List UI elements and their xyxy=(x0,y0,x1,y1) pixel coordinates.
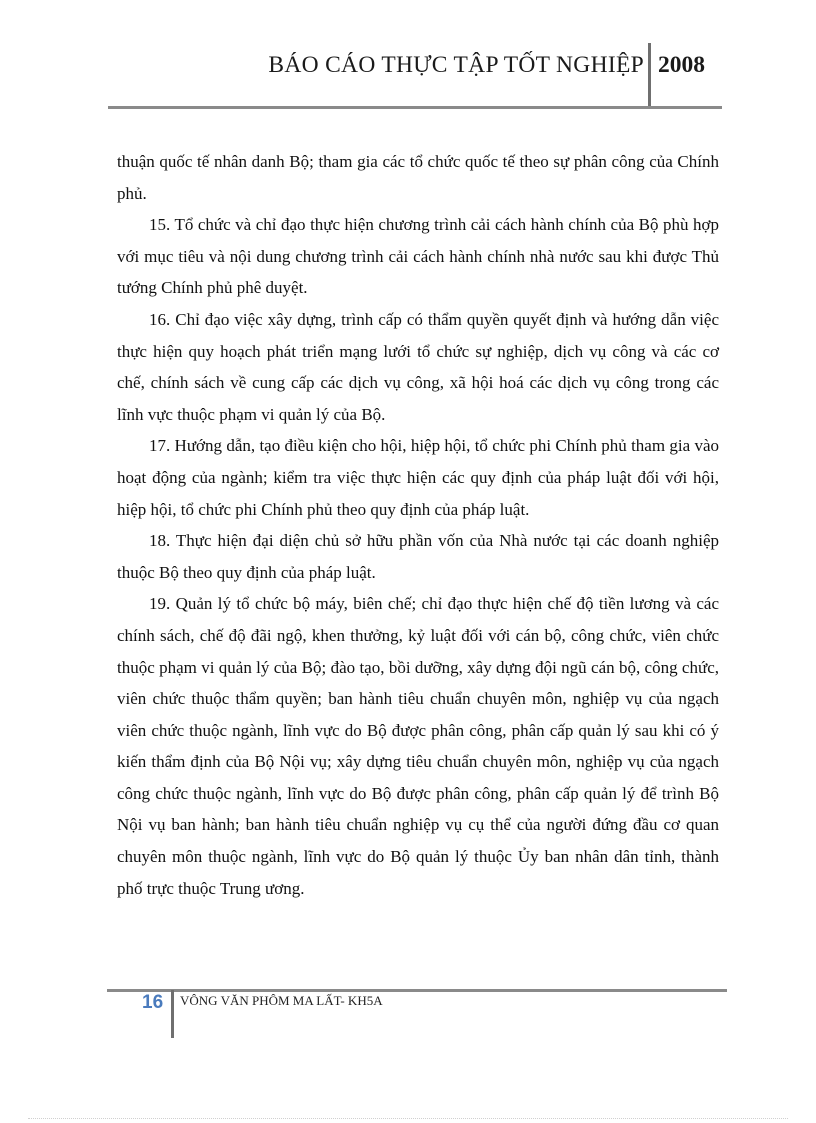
paragraph-item-18: 18. Thực hiện đại diện chủ sở hữu phần vốn của Nhà nước tại các doanh nghiệp thuộc Bộ theo quy định của pháp luật. xyxy=(117,531,719,582)
footer-divider-vertical xyxy=(171,990,174,1038)
paragraph-item-15: 15. Tổ chức và chỉ đạo thực hiện chương trình cải cách hành chính của Bộ phù hợp với mục tiêu và nội dung chương trình cải cách hành chính nhà nước sau khi được Thủ tướng Chính phủ phê duyệt. xyxy=(117,215,719,298)
page-number: 16 xyxy=(142,992,164,1013)
paragraph-continuation: thuận quốc tế nhân danh Bộ; tham gia các tổ chức quốc tế theo sự phân công của Chính phủ. xyxy=(117,152,719,203)
header-divider-vertical xyxy=(648,43,651,109)
page-bottom-border xyxy=(28,1118,788,1119)
paragraph-item-17: 17. Hướng dẫn, tạo điều kiện cho hội, hiệp hội, tổ chức phi Chính phủ tham gia vào hoạt động của ngành; kiểm tra việc thực hiện các quy định của pháp luật đối với hội, hiệp hội, tổ chức phi Chính phủ theo quy định của pháp luật. xyxy=(117,436,719,519)
report-year: 2008 xyxy=(658,52,705,78)
footer-rule xyxy=(107,989,727,992)
paragraph-item-19: 19. Quản lý tổ chức bộ máy, biên chế; chỉ đạo thực hiện chế độ tiền lương và các chính sách, chế độ đãi ngộ, khen thưởng, kỷ luật đối với cán bộ, công chức, viên chức thuộc phạm vi quản lý của Bộ; đào tạo, bồi dưỡng, xây dựng đội ngũ cán bộ, công chức, viên chức thuộc thẩm quyền; ban hành tiêu chuẩn chuyên môn, nghiệp vụ của ngạch viên chức thuộc ngành, lĩnh vực do Bộ được phân công, phân cấp quản lý sau khi có ý kiến thẩm định của Bộ Nội vụ; xây dựng tiêu chuẩn chuyên môn, nghiệp vụ của ngạch công chức thuộc ngành, lĩnh vực do Bộ được phân công, phân cấp quản lý để trình Bộ Nội vụ ban hành; ban hành tiêu chuẩn nghiệp vụ cụ thể của người đứng đầu cơ quan chuyên môn thuộc ngành, lĩnh vực do Bộ quản lý thuộc Ủy ban nhân dân tỉnh, thành phố trực thuộc Trung ương. xyxy=(117,594,719,898)
author-name: VÔNG VĂN PHÔM MA LẤT- KH5A xyxy=(180,993,383,1008)
report-title: BÁO CÁO THỰC TẬP TỐT NGHIỆP xyxy=(268,52,644,78)
paragraph-item-16: 16. Chỉ đạo việc xây dựng, trình cấp có thẩm quyền quyết định và hướng dẫn việc thực hiện quy hoạch phát triển mạng lưới tổ chức sự nghiệp, dịch vụ công và các cơ chế, chính sách về cung cấp các dịch vụ công, xã hội hoá các dịch vụ công trong các lĩnh vực thuộc phạm vi quản lý của Bộ. xyxy=(117,309,719,424)
body-text xyxy=(117,146,719,904)
header-rule xyxy=(108,106,722,109)
